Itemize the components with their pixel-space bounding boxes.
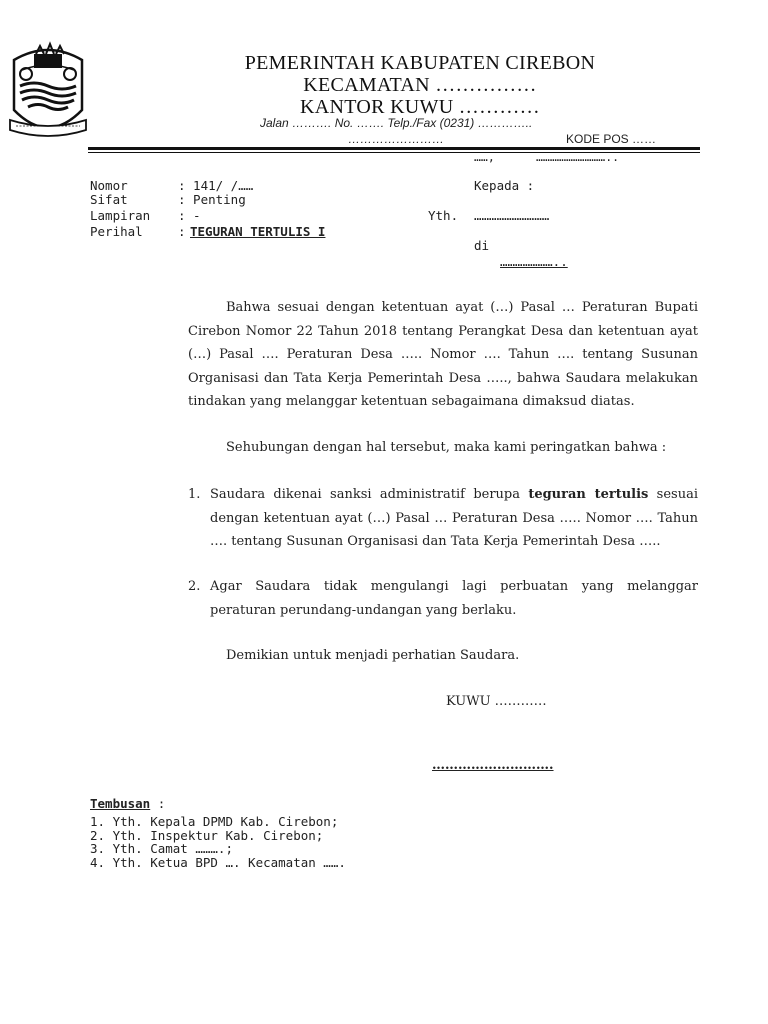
perihal-colon: : — [178, 224, 186, 239]
cc-item: 1. Yth. Kepala DPMD Kab. Cirebon; — [90, 814, 339, 829]
list-item-1-text-pre: Saudara dikenai sanksi administratif berupa — [210, 487, 529, 502]
letterhead-address-2: …………………… — [348, 132, 444, 146]
lampiran-label: Lampiran — [90, 208, 151, 223]
list-item-2-text: Agar Saudara tidak mengulangi lagi perbuatan yang melanggar peraturan perundang-undangan yang berlaku. — [210, 579, 698, 618]
closing-sentence: Demikian untuk menjadi perhatian Saudara. — [226, 648, 520, 663]
di-value: ………………….. — [500, 254, 568, 269]
lampiran-value: : - — [178, 208, 201, 223]
body-paragraph-1: Bahwa sesuai dengan ketentuan ayat (…) Pasal … Peraturan Bupati Cirebon Nomor 22 Tahun 2018 tentang Perangkat Desa dan ketentuan ayat (…) Pasal …. Peraturan Desa ….. Nomor …. Tahun …. tentang Susunan Organisasi dan Tata Kerja Pemerintah Desa ….., bahwa Saudara melakukan tindakan yang melanggar ketentuan sebagaimana dimaksud diatas. — [188, 300, 698, 409]
cc-list — [90, 815, 346, 869]
letterhead-office: KANTOR KUWU ………… — [300, 96, 540, 118]
nomor-value: : 141/ /…… — [178, 178, 254, 193]
letterhead-postcode: KODE POS …… — [566, 132, 657, 146]
perihal-label: Perihal — [90, 224, 143, 239]
list-item-1-text-post: sesuai dengan ketentuan ayat (…) Pasal … Peraturan Desa ….. Nomor …. Tahun …. tentang Susunan Organisasi dan Tata Kerja Pemerintah Desa ….. — [210, 487, 698, 549]
sifat-value: : Penting — [178, 192, 246, 207]
date-label: ………………………….. — [536, 150, 620, 164]
list-number: 1. — [188, 487, 201, 502]
letterhead-district: KECAMATAN …………… — [303, 74, 537, 96]
list-item-1-emphasis: teguran tertulis — [528, 487, 649, 502]
sifat-label: Sifat — [90, 192, 128, 207]
regency-emblem-logo — [6, 40, 90, 150]
letterhead-government: PEMERINTAH KABUPATEN CIREBON — [244, 52, 596, 74]
signature-title: KUWU ………… — [446, 694, 547, 709]
cc-item: 3. Yth. Camat ……….; — [90, 841, 233, 856]
nomor-label: Nomor — [90, 178, 128, 193]
place-label: ……, — [474, 150, 495, 164]
perihal-value: TEGURAN TERTULIS I — [190, 224, 326, 239]
cc-heading: Tembusan — [90, 796, 151, 811]
signature-name: ………………………. — [432, 758, 554, 773]
cc-item: 2. Yth. Inspektur Kab. Cirebon; — [90, 827, 324, 843]
cc-heading-colon: : — [150, 796, 166, 811]
list-item-1 — [188, 483, 698, 554]
list-item-2 — [188, 575, 698, 622]
yth-label: Yth. — [428, 208, 459, 223]
list-number: 2. — [188, 579, 201, 594]
cc-heading-row — [90, 796, 165, 811]
yth-value: ………………………… — [474, 208, 550, 223]
cc-item: 4. Yth. Ketua BPD …. Kecamatan ……. — [90, 854, 346, 870]
body-paragraph-2: Sehubungan dengan hal tersebut, maka kami peringatkan bahwa : — [226, 440, 667, 455]
di-label: di — [474, 238, 490, 253]
kepada-label: Kepada : — [474, 178, 535, 193]
letterhead-address: Jalan ………. No. ……. Telp./Fax (0231) ………….. — [260, 116, 533, 130]
